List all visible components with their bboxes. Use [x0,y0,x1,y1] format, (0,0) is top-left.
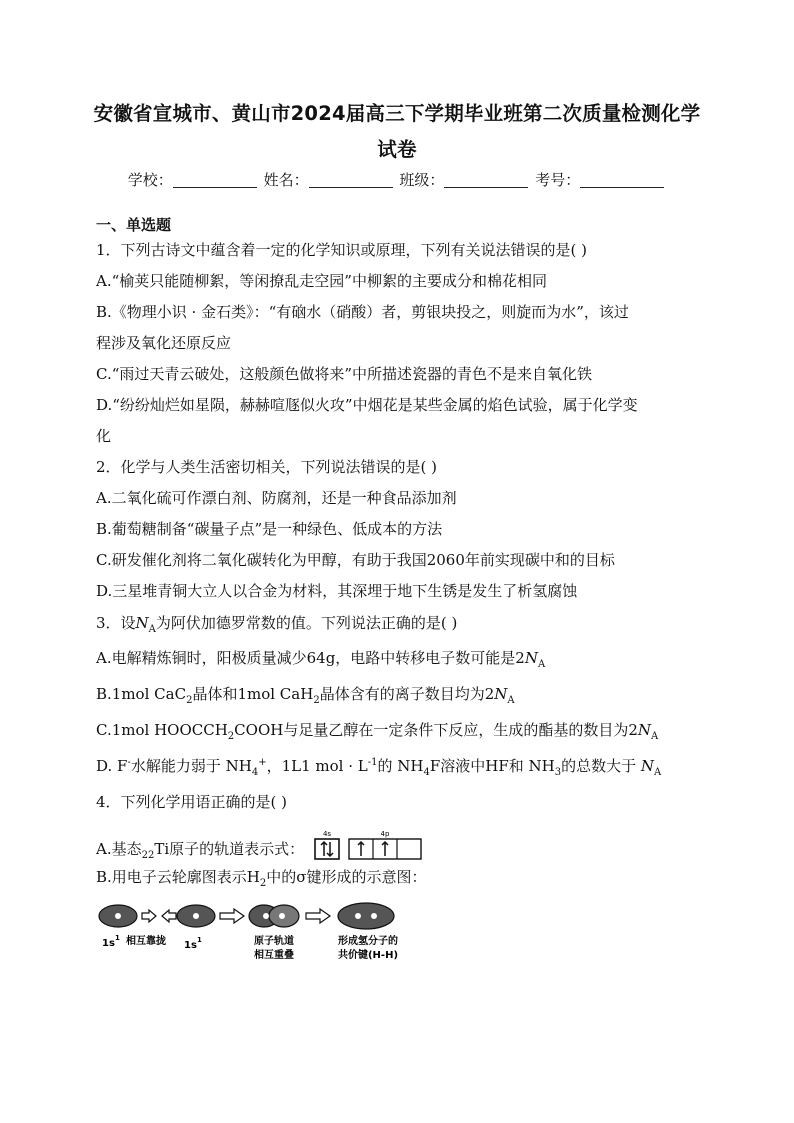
diagram-label-overlap: 相互重叠 [254,950,294,961]
q4-option-a: A.基态$_{22}$Ti原子的轨道表示式： 4s 4p [96,830,425,860]
orbital-4p-label: 4p [380,830,390,838]
diagram-label-forming: 形成氢分子的 [338,936,398,947]
diagram-label-1s-left-sup: 1 [115,934,120,942]
q4-option-b: B.用电子云轮廓图表示$H_2$中的σ键形成的示意图： [96,868,427,889]
diagram-label-1s-left: 1s [102,938,115,949]
q1-option-a: A.“榆荚只能随柳絮，等闲撩乱走空园”中柳絮的主要成分和棉花相同 [96,272,547,290]
section-heading: 一、单选题 [96,216,172,234]
q2-option-b: B.葡萄糖制备“碳量子点”是一种绿色、低成本的方法 [96,520,443,538]
orbital-diagram-icon [313,830,425,860]
arrow-icon [162,910,176,922]
arrow-icon [220,909,244,923]
q1-option-b-line1: B.《物理小识 · 金石类》：“有硇水（硝酸）者，剪银块投之，则旋而为水”，该过 [96,303,629,321]
school-blank[interactable] [173,171,257,188]
q1-option-b-line2: 程涉及氧化还原反应 [96,334,232,352]
class-blank[interactable] [444,171,528,188]
number-label: 考号： [535,171,581,189]
name-blank[interactable] [309,171,393,188]
diagram-label-bond: 共价键(H-H) [337,950,399,961]
sigma-bond-formation-diagram [96,900,426,964]
arrow-icon [306,909,330,923]
q1-option-c: C.“雨过天青云破处，这般颜色做将来”中所描述瓷器的青色不是来自氧化铁 [96,365,593,383]
orbital-4s-label: 4s [322,830,331,838]
q2-stem: 2．化学与人类生活密切相关，下列说法错误的是( ) [96,458,438,476]
diagram-label-approach: 相互靠拢 [126,936,166,947]
q3-option-c: C.1mol $HOOCCH_2COOH$与足量乙醇在一定条件下反应，生成的酯基的数目为$2N_A$ [96,721,659,742]
diagram-label-1s-right: 1s [184,940,197,951]
q3-option-b: B.1mol CaC$_2$晶体和1mol CaH$_2$晶体含有的离子数目均为$2N_A$ [96,685,515,706]
q1-option-d-line2: 化 [96,427,112,445]
q1-option-d-line1: D.“纷纷灿烂如星陨，赫赫喧豗似火攻”中烟花是某些金属的焰色试验，属于化学变 [96,396,638,414]
q4-stem: 4．下列化学用语正确的是( ) [96,793,288,811]
school-label: 学校： [127,171,173,189]
number-blank[interactable] [580,171,664,188]
q2-option-c: C.研发催化剂将二氧化碳转化为甲醇，有助于我国2060年前实现碳中和的目标 [96,551,615,569]
class-label: 班级： [399,171,445,189]
name-label: 姓名： [263,171,309,189]
exam-title-line2: 试卷 [377,138,417,161]
q1-stem: 1．下列古诗文中蕴含着一定的化学知识或原理，下列有关说法错误的是( ) [96,241,588,259]
diagram-label-orbital: 原子轨道 [254,936,294,947]
q2-option-d: D.三星堆青铜大立人以合金为材料，其深埋于地下生锈是发生了析氢腐蚀 [96,582,578,600]
diagram-label-1s-right-sup: 1 [197,936,202,944]
q2-option-a: A.二氧化硫可作漂白剂、防腐剂，还是一种食品添加剂 [96,489,457,507]
student-info-row [0,168,794,192]
exam-title-line1: 安徽省宣城市、黄山市2024届高三下学期毕业班第二次质量检测化学 [93,102,701,125]
q3-stem: 3．设$N_A$为阿伏加德罗常数的值。下列说法正确的是( ) [96,614,458,635]
q3-option-a: A.电解精炼铜时，阳极质量减少64g，电路中转移电子数可能是$2N_A$ [96,649,546,670]
q3-option-d: D. F-水解能力弱于 $NH_4^+$，1L1 mol · $L^{-1}$的 $NH_4F$溶液中HF和 $NH_3$的总数大于 $N_A$ [96,757,662,778]
arrow-icon [142,910,156,922]
